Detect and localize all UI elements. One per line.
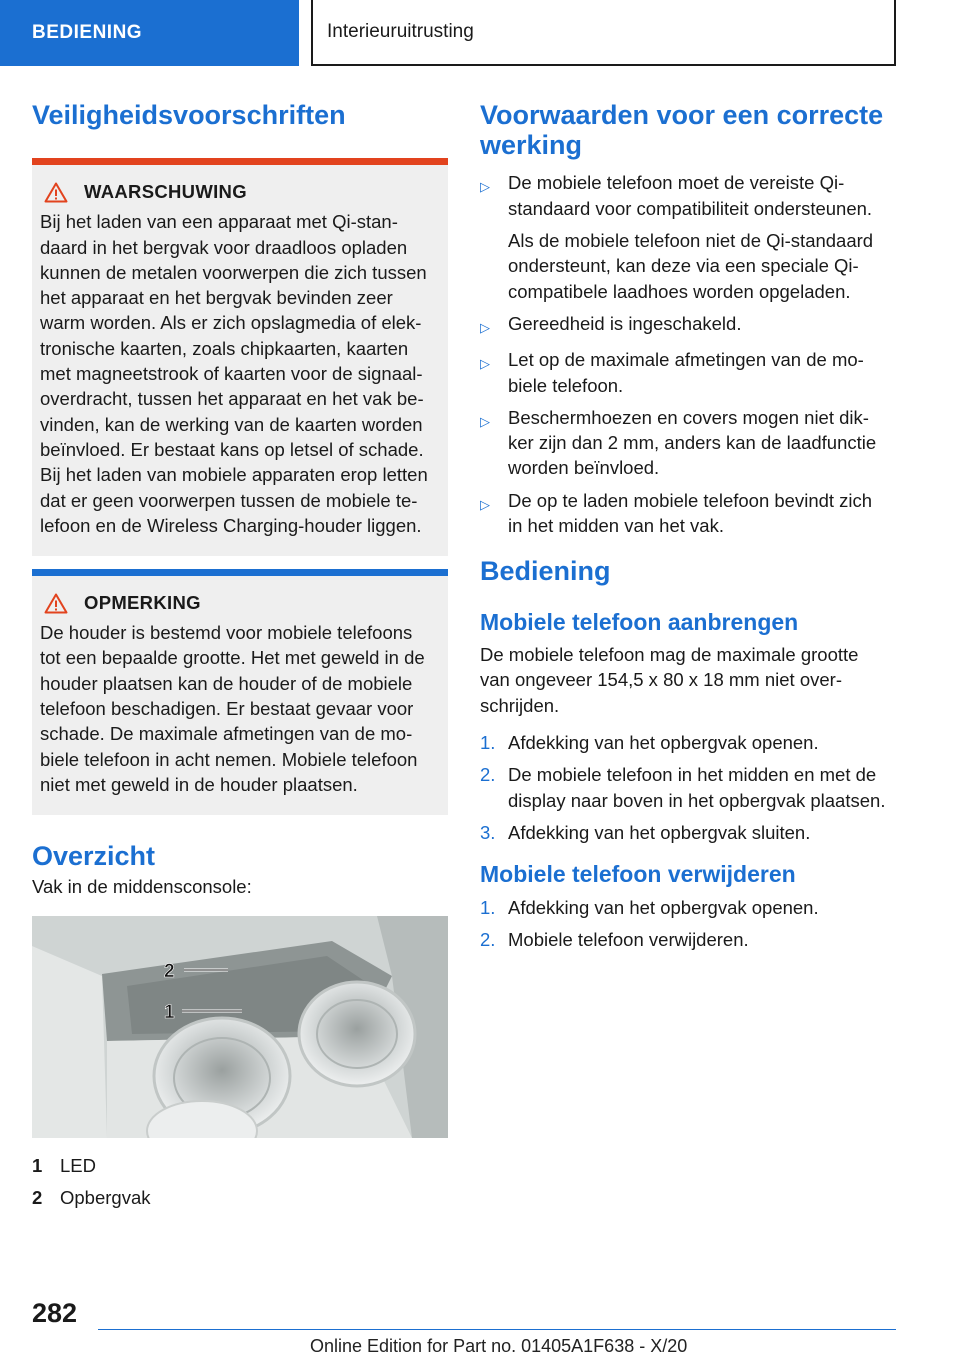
step-text	[508, 820, 810, 845]
note-text	[40, 620, 438, 797]
warning-line: kunnen de metalen voorwerpen die zich tussen	[40, 261, 427, 283]
step-line: Afdekking van het opbergvak openen.	[508, 896, 819, 918]
step-text	[508, 927, 749, 952]
warning-line: beïnvloed. Er bestaat kans op letsel of schade.	[40, 438, 424, 460]
step-line: display naar boven in het opbergvak plaatsen.	[508, 789, 886, 811]
warning-triangle-icon	[44, 593, 68, 614]
remove-steps	[480, 895, 896, 953]
step-item	[480, 762, 896, 813]
insert-steps	[480, 730, 896, 845]
operation-heading: Bediening	[480, 556, 611, 587]
left-column	[32, 100, 448, 1214]
warning-line: warm worden. Als er zich opslagmedia of elek-	[40, 312, 422, 334]
warning-line: lefoon en de Wireless Charging-houder liggen.	[40, 514, 422, 536]
triangle-bullet-icon: ▷	[480, 413, 490, 429]
step-text	[508, 730, 819, 755]
chapter-title: Interieuruitrusting	[327, 21, 474, 42]
requirement-text	[508, 347, 864, 398]
triangle-bullet-icon: ▷	[480, 179, 490, 195]
requirement-item	[480, 170, 896, 303]
note-line: De houder is bestemd voor mobiele telefoons	[40, 622, 413, 644]
triangle-bullet-icon: ▷	[480, 496, 490, 512]
warning-line: overdracht, tussen het apparaat en het vak be-	[40, 388, 424, 410]
section-tab	[0, 0, 299, 66]
legend-number: 1	[32, 1154, 43, 1176]
step-number: 1.	[480, 732, 496, 754]
requirement-text	[508, 488, 872, 539]
requirement-line: in het midden van het vak.	[508, 515, 724, 537]
console-illustration	[32, 916, 448, 1138]
note-box	[32, 569, 448, 815]
step-number: 2.	[480, 929, 496, 951]
insert-text-line: De mobiele telefoon mag de maximale grootte	[480, 644, 859, 666]
requirement-item	[480, 311, 896, 340]
step-line: Afdekking van het opbergvak openen.	[508, 732, 819, 754]
right-column	[480, 100, 896, 959]
edition-text: Online Edition for Part no. 01405A1F638 - X/20	[310, 1336, 688, 1356]
requirement-extra-line: ondersteunt, kan deze via een speciale Qi-	[508, 255, 859, 277]
safety-heading: Veiligheidsvoorschriften	[32, 100, 346, 130]
overview-heading: Overzicht	[32, 841, 156, 872]
overview-text: Vak in de middensconsole:	[32, 876, 252, 898]
warning-triangle-icon	[44, 182, 68, 203]
requirement-line: De op te laden mobiele telefoon bevindt zich	[508, 489, 873, 511]
warning-line: tronische kaarten, zoals chipkaarten, kaarten	[40, 337, 409, 359]
step-text	[508, 762, 885, 813]
warning-text	[40, 209, 438, 538]
insert-text-line: van ongeveer 154,5 x 80 x 18 mm niet over-	[480, 669, 842, 691]
triangle-bullet-icon: ▷	[480, 319, 490, 335]
requirement-item	[480, 488, 896, 539]
requirement-text	[508, 170, 873, 303]
requirement-extra-line: Als de mobiele telefoon niet de Qi-standaard	[508, 230, 874, 252]
step-item	[480, 895, 896, 920]
requirement-line: Beschermhoezen en covers mogen niet dik-	[508, 406, 869, 428]
requirement-item	[480, 405, 896, 481]
requirement-line: De mobiele telefoon moet de vereiste Qi-	[508, 172, 845, 194]
step-item	[480, 820, 896, 845]
warning-line: daard in het bergvak voor draadloos opladen	[40, 236, 408, 258]
requirement-text	[508, 311, 741, 340]
requirements-list	[480, 170, 896, 538]
note-line: houder plaatsen kan de houder of de mobiele	[40, 672, 413, 694]
requirement-line: Let op de maximale afmetingen van de mo-	[508, 349, 864, 371]
figure-legend	[32, 1150, 448, 1214]
insert-text-line: schrijden.	[480, 694, 560, 716]
note-line: biele telefoon in acht nemen. Mobiele telefoon	[40, 748, 418, 770]
warning-line: het apparaat en het bergvak bevinden zeer	[40, 287, 393, 309]
requirements-heading	[480, 100, 896, 160]
step-number: 1.	[480, 896, 496, 918]
note-line: schade. De maximale afmetingen van de mo-	[40, 723, 413, 745]
legend-item	[32, 1150, 448, 1182]
warning-label: WAARSCHUWING	[84, 181, 247, 203]
warning-line: vinden, kan de werking van de kaarten worden	[40, 413, 423, 435]
requirement-line: worden beïnvloed.	[508, 457, 660, 479]
step-text	[508, 895, 819, 920]
note-line: tot een bepaalde grootte. Het met geweld in de	[40, 647, 425, 669]
step-number: 2.	[480, 764, 496, 786]
requirements-heading-line1: Voorwaarden voor een correcte	[480, 100, 884, 130]
callout-2: 2	[164, 960, 175, 982]
requirement-line: biele telefoon.	[508, 374, 624, 396]
note-label: OPMERKING	[84, 592, 201, 614]
section-title: BEDIENING	[32, 22, 143, 43]
requirement-text	[508, 405, 876, 481]
warning-line: Bij het laden van mobiele apparaten erop letten	[40, 464, 428, 486]
step-line: Afdekking van het opbergvak sluiten.	[508, 821, 811, 843]
requirements-heading-line2: werking	[480, 130, 583, 161]
step-number: 3.	[480, 821, 496, 843]
warning-box	[32, 158, 448, 556]
chapter-tab	[311, 0, 896, 66]
warning-line: met magneetstrook of kaarten voor de signaal-	[40, 363, 423, 385]
legend-number: 2	[32, 1186, 43, 1208]
remove-heading: Mobiele telefoon verwijderen	[480, 861, 796, 888]
requirement-extra-line: compatibele laadhoes worden opgeladen.	[508, 280, 851, 302]
callout-1: 1	[164, 1001, 175, 1023]
insert-heading: Mobiele telefoon aanbrengen	[480, 608, 799, 635]
legend-label: Opbergvak	[60, 1186, 151, 1208]
requirement-line: standaard voor compatibiliteit ondersteunen.	[508, 197, 873, 219]
requirement-line: Gereedheid is ingeschakeld.	[508, 312, 742, 334]
warning-title	[40, 181, 438, 203]
footer-rule	[98, 1329, 896, 1330]
legend-item	[32, 1182, 448, 1214]
warning-line: Bij het laden van een apparaat met Qi-stan-	[40, 211, 398, 233]
requirement-line: ker zijn dan 2 mm, anders kan de laadfunctie	[508, 432, 877, 454]
requirement-item	[480, 347, 896, 398]
step-item	[480, 730, 896, 755]
requirement-extra	[508, 228, 873, 304]
insert-text	[480, 642, 896, 718]
step-item	[480, 927, 896, 952]
step-line: De mobiele telefoon in het midden en met de	[508, 764, 877, 786]
legend-label: LED	[60, 1154, 96, 1176]
triangle-bullet-icon: ▷	[480, 356, 490, 372]
note-line: telefoon beschadigen. Er bestaat gevaar voor	[40, 697, 414, 719]
note-title	[40, 592, 438, 614]
console-photo	[32, 916, 448, 1138]
note-line: niet met geweld in de houder plaatsen.	[40, 773, 358, 795]
warning-line: dat er geen voorwerpen tussen de mobiele te-	[40, 489, 418, 511]
page-number: 282	[32, 1298, 78, 1328]
step-line: Mobiele telefoon verwijderen.	[508, 929, 749, 951]
